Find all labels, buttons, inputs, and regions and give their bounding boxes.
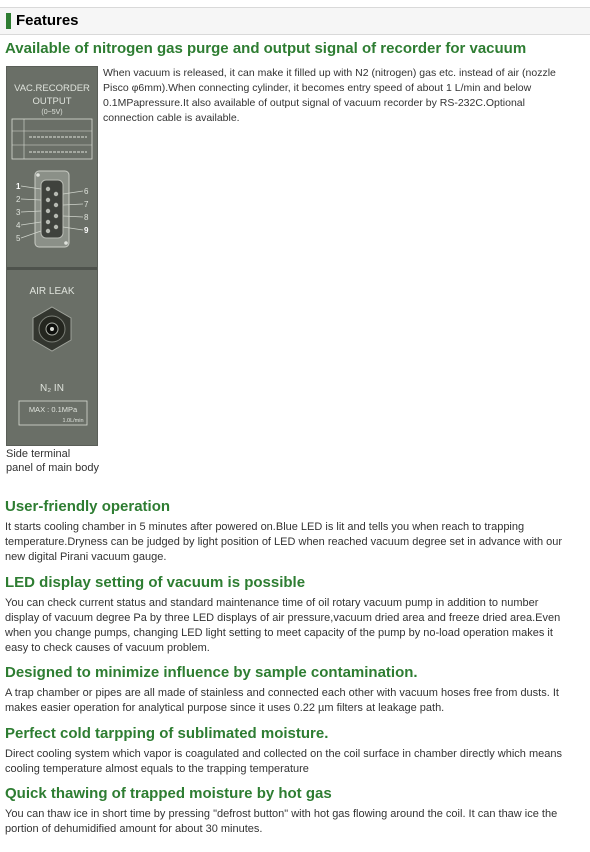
panel-label-air-leak: AIR LEAK — [29, 286, 75, 297]
pin-label: 9 — [84, 226, 89, 235]
panel-label-recorder: VAC.RECORDER — [14, 83, 90, 94]
panel-label-max: MAX : 0.1MPa — [28, 405, 78, 414]
panel-divider — [7, 267, 97, 270]
panel-label-output: OUTPUT — [32, 96, 72, 107]
contamination-text: A trap chamber or pipes are all made of stainless and connected each other with vacuum hoses free from dusts. It makes easier operation for analytical purpose since it uses 0.22 µm filters at leakage path. — [5, 687, 559, 714]
pin-label: 4 — [16, 221, 21, 230]
user-friendly-text: It starts cooling chamber in 5 minutes after powered on.Blue LED is lit and tells you when reach to trapping temperature.Dryness can be judged by light position of LED when reached vacuum degree set in advance with our new digital Pirani vacuum gauge. — [5, 521, 563, 563]
heading-thawing: Quick thawing of trapped moisture by hot gas — [5, 785, 332, 802]
led-display-text: You can check current status and standard maintenance time of oil rotary vacuum pump in addition to number display of vacuum degree Pa by three LED displays of air pressure,vacuum dried area and freeze dried area.Even when you change pumps, changing LED light setting to meet capacity of the pump by no-load operation makes it easy to check causes of vacuum problem. — [5, 597, 561, 654]
panel-label-flow: 1.0L/min — [62, 418, 84, 424]
thawing-text: You can thaw ice in short time by pressing "defrost button" with hot gas flowing around the coil. It can thaw ice the portion of dehumidified amount for about 30 minutes. — [5, 808, 558, 835]
panel-caption: Side terminal panel of main body — [6, 448, 99, 474]
pin-label: 7 — [84, 200, 89, 209]
section-header — [0, 7, 590, 35]
side-terminal-panel-image — [6, 66, 98, 446]
heading-nitrogen: Available of nitrogen gas purge and output signal of recorder for vacuum — [5, 40, 527, 57]
pin-label: 6 — [84, 187, 89, 196]
heading-cold-trapping: Perfect cold tarpping of sublimated moisture. — [5, 725, 329, 742]
header-accent-bar — [6, 13, 11, 29]
section-title: Features — [16, 12, 79, 29]
pin-label: 3 — [16, 208, 21, 217]
pin-label: 2 — [16, 195, 21, 204]
nitrogen-description: When vacuum is released, it can make it filled up with N2 (nitrogen) gas etc. instead of air (nozzle Pisco φ6mm).When connecting cylinder, it becomes entry speed of about 1 L/min and below 0.1MPapressure.It also available of output signal of vacuum recorder by RS-232C.Optional connection cable is available. — [103, 67, 556, 124]
heading-contamination: Designed to minimize influence by sample contamination. — [5, 664, 418, 681]
pin-label: 8 — [84, 213, 89, 222]
db9-connector-icon — [35, 171, 69, 247]
nozzle-fitting-icon — [33, 307, 71, 351]
cold-trapping-text: Direct cooling system which vapor is coagulated and collected on the coil surface in chamber directly which means cooling temperature almost equals to the trapping temperature — [5, 748, 562, 775]
heading-led-display: LED display setting of vacuum is possible — [5, 574, 306, 591]
pin-label: 1 — [16, 182, 21, 191]
panel-label-n2-in: N₂ IN — [40, 383, 64, 394]
heading-user-friendly: User-friendly operation — [5, 498, 171, 515]
panel-label-voltage: (0~5V) — [41, 109, 63, 116]
pin-label: 5 — [16, 234, 21, 243]
